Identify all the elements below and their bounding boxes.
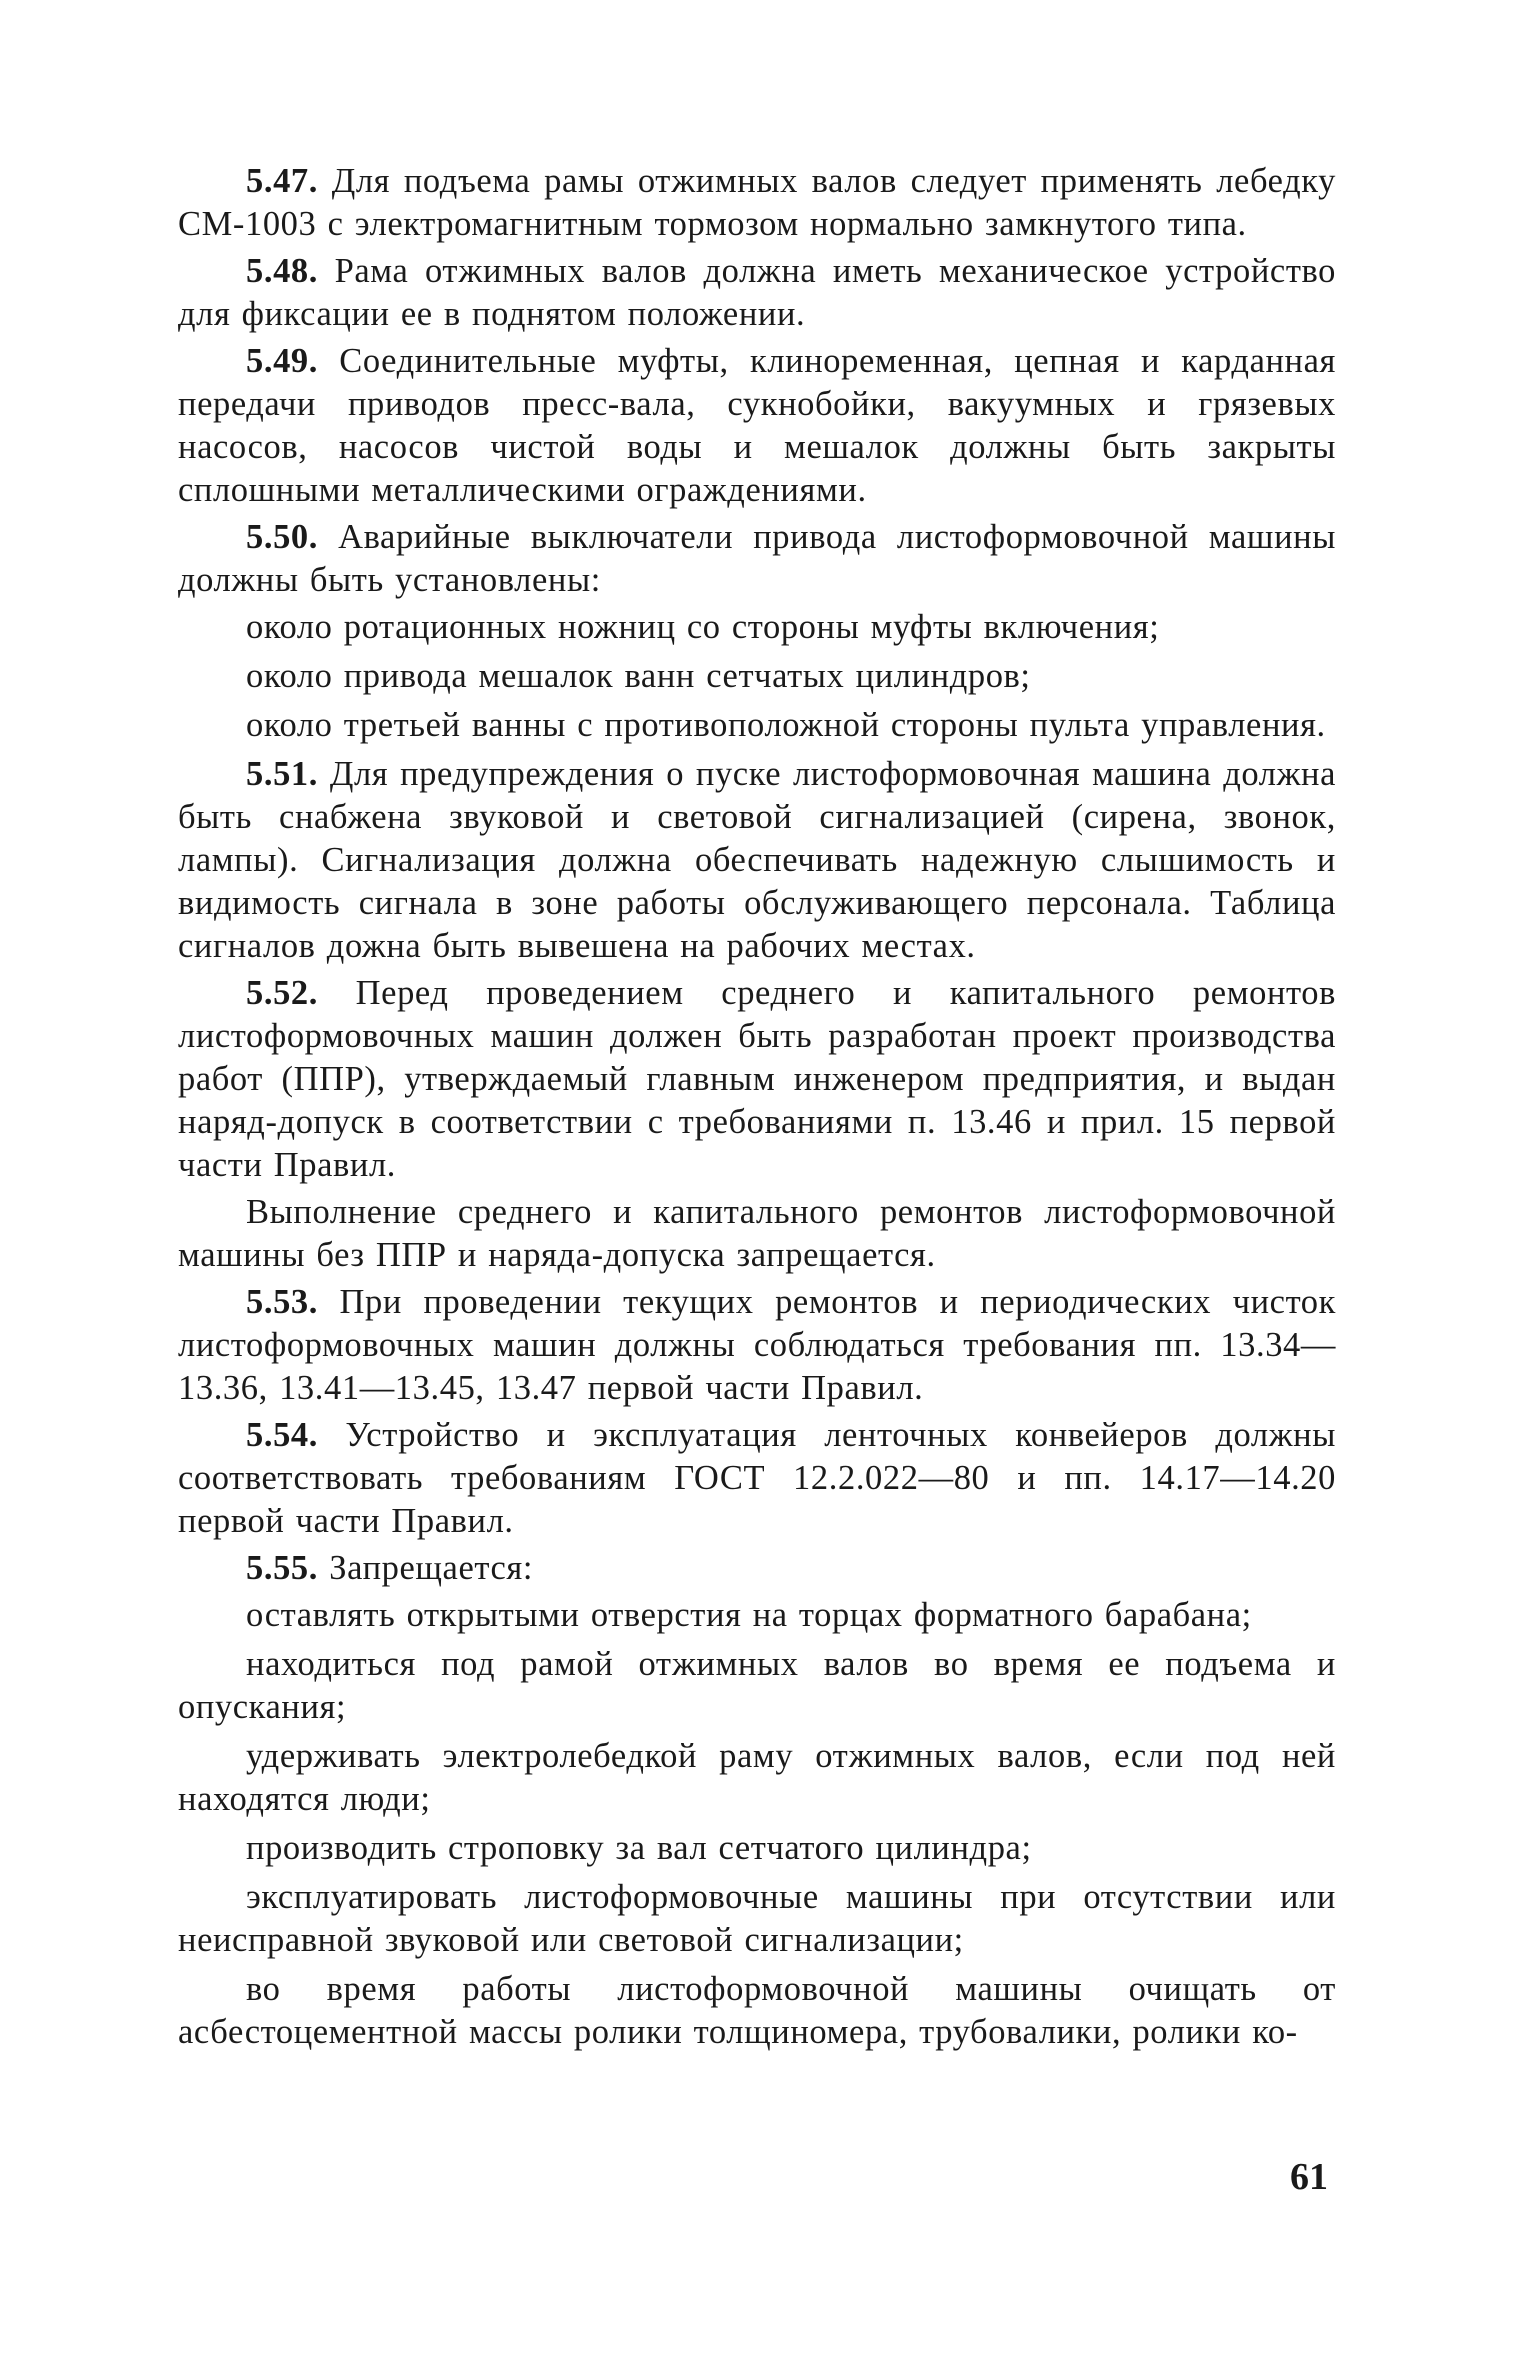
paragraph-text: производить строповку за вал сетчатого цилиндра;: [246, 1829, 1032, 1867]
paragraph-text: удерживать электролебедкой раму отжимных валов, если под ней находятся люди;: [178, 1737, 1336, 1818]
paragraph-text: Для подъема рамы отжимных валов следует применять лебедку СМ-1003 с электромагнитным тормозом нормально замкнутого типа.: [178, 162, 1336, 243]
paragraph-text: Аварийные выключатели привода листоформовочной машины должны быть установлены:: [178, 518, 1336, 599]
list-item: [178, 1643, 1336, 1729]
paragraph-text: Устройство и эксплуатация ленточных конвейеров должны соответствовать требованиям ГОСТ 12.2.022—80 и пп. 14.17—14.20 первой части Правил.: [178, 1416, 1336, 1540]
paragraph-text: Соединительные муфты, клиноременная, цепная и карданная передачи приводов пресс-вала, сукнобойки, вакуумных и грязевых насосов, насосов чистой воды и мешалок должны быть закрыты сплошными металлическими ограждениями.: [178, 342, 1336, 509]
document-page: [178, 160, 1336, 2060]
list-item: [178, 1876, 1336, 1962]
paragraph-text: Запрещается:: [318, 1549, 534, 1587]
paragraph-text: около третьей ванны с противоположной стороны пульта управления.: [246, 706, 1326, 744]
clause-number: 5.52.: [246, 974, 318, 1012]
paragraph-text: Перед проведением среднего и капитального ремонтов листоформовочных машин должен быть разработан проект производства работ (ППР), утверждаемый главным инженером предприятия, и выдан наряд-допуск в соответствии с требованиями п. 13.46 и прил. 15 первой части Правил.: [178, 974, 1336, 1184]
list-item: [178, 1827, 1336, 1870]
paragraph-text: во время работы листоформовочной машины очищать от асбестоцементной массы ролики толщиномера, трубовалики, ролики ко-: [178, 1970, 1336, 2051]
clause-number: 5.50.: [246, 518, 318, 556]
list-item: [178, 1968, 1336, 2054]
paragraph-text: около привода мешалок ванн сетчатых цилиндров;: [246, 657, 1031, 695]
paragraph-text: Выполнение среднего и капитального ремонтов листоформовочной машины без ППР и наряда-допуска запрещается.: [178, 1193, 1336, 1274]
paragraph-text: эксплуатировать листоформовочные машины при отсутствии или неисправной звуковой или световой сигнализации;: [178, 1878, 1336, 1959]
paragraph-text: находиться под рамой отжимных валов во время ее подъема и опускания;: [178, 1645, 1336, 1726]
paragraph-5-54: [178, 1414, 1336, 1543]
paragraph-text: Для предупреждения о пуске листоформовочная машина должна быть снабжена звуковой и световой сигнализацией (сирена, звонок, лампы). Сигнализация должна обеспечивать надежную слышимость и видимость сигнала в зоне работы обслуживающего персонала. Таблица сигналов дожна быть вывешена на рабочих местах.: [178, 755, 1336, 965]
paragraph-5-50: [178, 516, 1336, 602]
paragraph-5-53: [178, 1281, 1336, 1410]
paragraph-text: около ротационных ножниц со стороны муфты включения;: [246, 608, 1160, 646]
paragraph-text: При проведении текущих ремонтов и периодических чисток листоформовочных машин должны соблюдаться требования пп. 13.34—13.36, 13.41—13.45, 13.47 первой части Правил.: [178, 1283, 1336, 1407]
list-item: [178, 606, 1336, 649]
list-item: [178, 1594, 1336, 1637]
list-item: [178, 1735, 1336, 1821]
clause-number: 5.48.: [246, 252, 318, 290]
clause-number: 5.53.: [246, 1283, 318, 1321]
paragraph-text: Рама отжимных валов должна иметь механическое устройство для фиксации ее в поднятом положении.: [178, 252, 1336, 333]
list-item: [178, 655, 1336, 698]
clause-number: 5.54.: [246, 1416, 318, 1454]
clause-number: 5.51.: [246, 755, 318, 793]
paragraph-5-52: [178, 972, 1336, 1187]
paragraph-5-48: [178, 250, 1336, 336]
paragraph-5-51: [178, 753, 1336, 968]
paragraph-5-47: [178, 160, 1336, 246]
paragraph-text: оставлять открытыми отверстия на торцах форматного барабана;: [246, 1596, 1252, 1634]
page-number: 61: [1290, 2156, 1328, 2198]
paragraph-5-55: [178, 1547, 1336, 1590]
list-item: [178, 704, 1336, 747]
clause-number: 5.55.: [246, 1549, 318, 1587]
clause-number: 5.49.: [246, 342, 318, 380]
paragraph-5-49: [178, 340, 1336, 512]
paragraph-5-52-cont: [178, 1191, 1336, 1277]
clause-number: 5.47.: [246, 162, 318, 200]
